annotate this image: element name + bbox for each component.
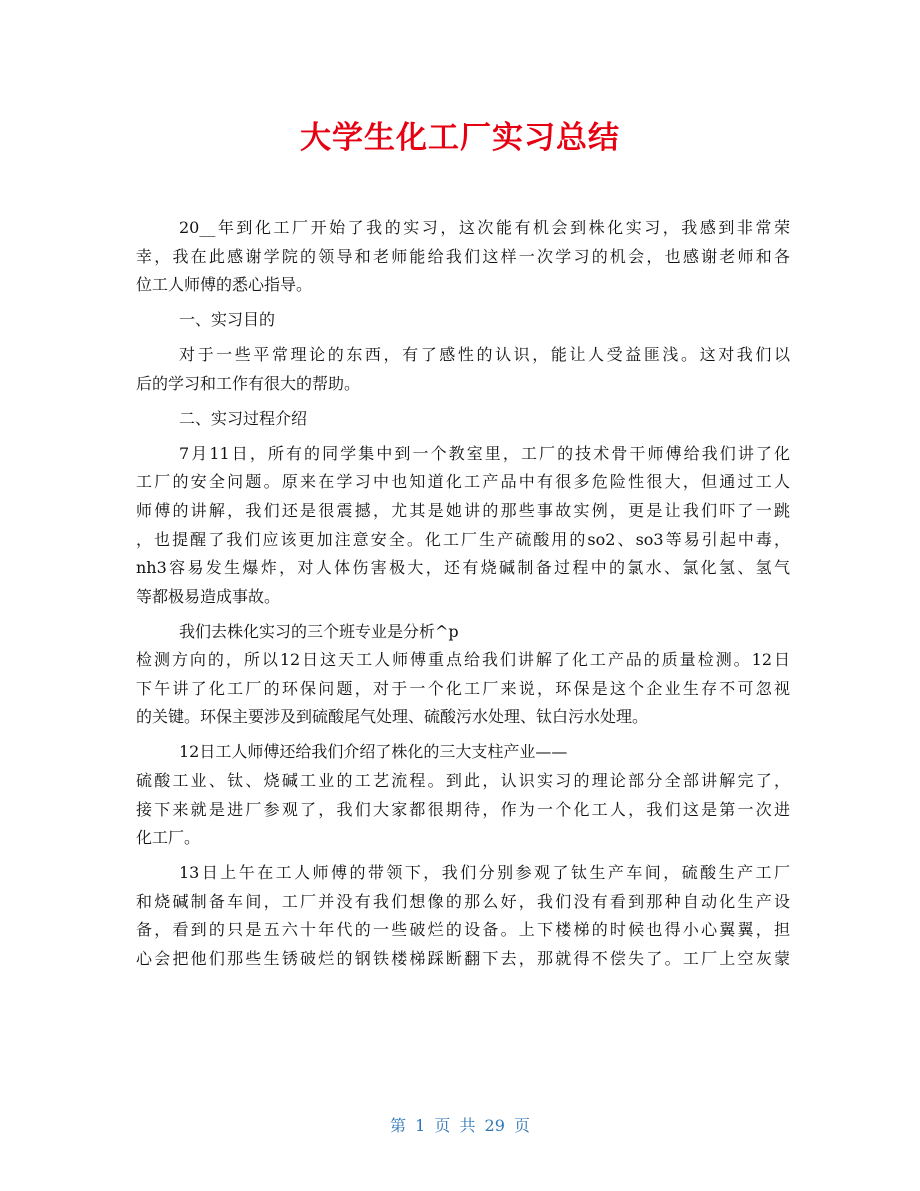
- paragraph: [136, 341, 790, 398]
- paragraph: [136, 859, 790, 973]
- paragraph: [136, 738, 790, 852]
- text-line: 幸，我在此感谢学院的领导和老师能给我们这样一次学习的机会，也感谢老师和各: [136, 246, 790, 266]
- text-line: 师傅的讲解，我们还是很震撼，尤其是她讲的那些事故实例，更是让我们吓了一跳: [136, 500, 790, 520]
- document-title: 大学生化工厂实习总结: [300, 120, 620, 156]
- text-line: 硫酸工业、钛、烧碱工业的工艺流程。到此，认识实习的理论部分全部讲解完了，: [136, 771, 790, 791]
- text-line: 后的学习和工作有很大的帮助。: [136, 373, 361, 393]
- text-line: 对于一些平常理论的东西，有了感性的认识，能让人受益匪浅。这对我们以: [179, 345, 790, 365]
- text-line: 12日工人师傅还给我们介绍了株化的三大支柱产业——: [179, 742, 568, 762]
- text-line: 二、实习过程介绍: [179, 408, 308, 428]
- text-line: 心会把他们那些生锈破烂的钢铁楼梯踩断翻下去，那就得不偿失了。工厂上空灰蒙: [136, 948, 790, 968]
- text-line: 工厂的安全问题。原来在学习中也知道化工产品中有很多危险性很大，但通过工人: [136, 472, 790, 492]
- paragraph: [136, 440, 790, 612]
- text-line: 我们去株化实习的三个班专业是分析^p: [179, 621, 459, 641]
- paragraph: [136, 618, 790, 732]
- text-line: 7月11日，所有的同学集中到一个教室里，工厂的技术骨干师傅给我们讲了化: [179, 443, 790, 463]
- page-number-footer: 第 1 页 共 29 页: [390, 1116, 530, 1135]
- text-line: 备，看到的只是五六十年代的一些破烂的设备。上下楼梯的时候也得小心翼翼，担: [136, 920, 790, 940]
- text-line: 的关键。环保主要涉及到硫酸尾气处理、硫酸污水处理、钛白污水处理。: [136, 707, 649, 727]
- text-line: 和烧碱制备车间，工厂并没有我们想像的那么好，我们没有看到那种自动化生产设: [136, 891, 790, 911]
- text-line: 20__年到化工厂开始了我的实习，这次能有机会到株化实习，我感到非常荣: [179, 218, 790, 237]
- text-line: 位工人师傅的悉心指导。: [136, 275, 313, 295]
- text-line: ，也提醒了我们应该更加注意安全。化工厂生产硫酸用的so2、so3等易引起中毒，: [136, 529, 790, 549]
- text-line: 接下来就是进厂参观了，我们大家都很期待，作为一个化工人，我们这是第一次进: [136, 799, 790, 819]
- text-line: 化工厂。: [136, 828, 201, 848]
- section-heading: [136, 405, 790, 434]
- text-line: 等都极易造成事故。: [136, 586, 281, 606]
- paragraph: [136, 214, 790, 300]
- section-heading: [136, 306, 790, 335]
- text-line: 13日上午在工人师傅的带领下，我们分别参观了钛生产车间，硫酸生产工厂: [179, 863, 790, 883]
- text-line: 一、实习目的: [179, 310, 276, 330]
- text-line: nh3容易发生爆炸，对人体伤害极大，还有烧碱制备过程中的氯水、氯化氢、氢气: [136, 558, 790, 578]
- document-body: [136, 214, 790, 974]
- text-line: 检测方向的，所以12日这天工人师傅重点给我们讲解了化工产品的质量检测。12日: [136, 650, 790, 670]
- text-line: 下午讲了化工厂的环保问题，对于一个化工厂来说，环保是这个企业生存不可忽视: [136, 678, 790, 698]
